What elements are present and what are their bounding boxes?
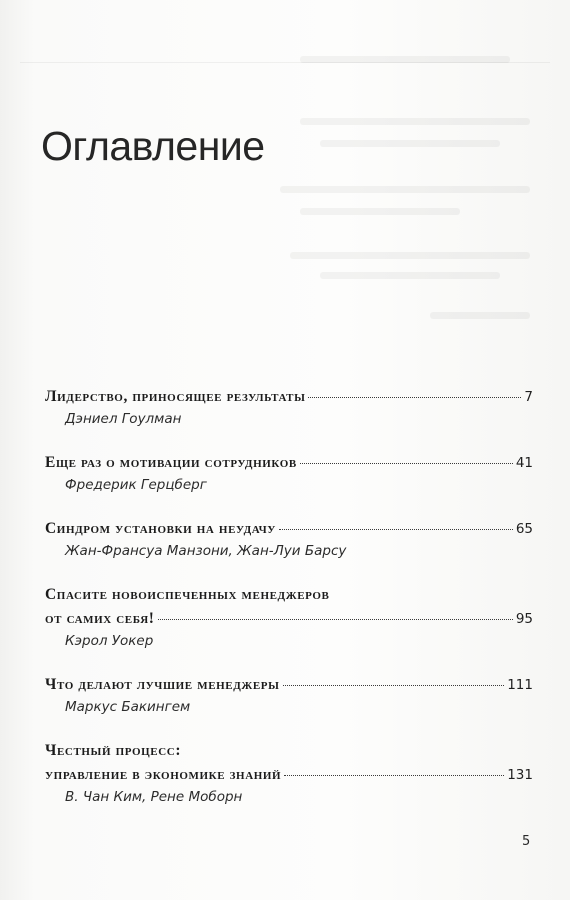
toc-entry-title-text: Синдром установки на неудачу	[45, 520, 276, 537]
toc-entry-page-number: 111	[507, 677, 533, 693]
dot-leader	[279, 528, 513, 530]
toc-entry-page-number: 65	[515, 521, 533, 537]
toc-entry-title	[45, 763, 533, 787]
toc-entry-page-number: 7	[524, 389, 533, 405]
toc-entry-title-text: Еще раз о мотивации сотрудников	[45, 454, 297, 471]
table-of-contents	[45, 385, 533, 829]
toc-entry-author: В. Чан Ким, Рене Моборн	[65, 789, 243, 805]
show-through-text	[320, 272, 500, 279]
toc-entry[interactable]	[45, 673, 533, 717]
toc-entry-title-text: от самих себя!	[45, 610, 155, 627]
toc-entry[interactable]	[45, 517, 533, 561]
toc-entry-page-number: 95	[515, 611, 533, 627]
toc-entry-title	[45, 607, 533, 631]
show-through-text	[280, 186, 530, 193]
dot-leader	[284, 774, 504, 776]
show-through-text	[430, 312, 530, 319]
toc-entry-title	[45, 385, 533, 409]
toc-entry-page-number: 131	[507, 767, 533, 783]
toc-entry-title-text: Что делают лучшие менеджеры	[45, 676, 280, 693]
show-through-text	[290, 252, 530, 259]
toc-entry-title	[45, 673, 533, 697]
dot-leader	[283, 684, 505, 686]
toc-entry-title	[45, 583, 533, 607]
toc-entry-author: Кэрол Уокер	[65, 633, 154, 649]
dot-leader	[308, 396, 521, 398]
show-through-text	[300, 208, 460, 215]
toc-entry[interactable]	[45, 739, 533, 807]
toc-entry-title-text: Честный процесс:	[45, 742, 182, 759]
show-through-text	[320, 140, 500, 147]
show-through-text	[300, 56, 510, 63]
toc-entry[interactable]	[45, 451, 533, 495]
toc-entry-page-number: 41	[515, 455, 533, 471]
toc-entry-title-text: Спасите новоиспеченных менеджеров	[45, 586, 330, 603]
page-number: 5	[522, 834, 531, 849]
toc-entry[interactable]	[45, 385, 533, 429]
page-title: Оглавление	[41, 123, 265, 169]
dot-leader	[158, 618, 513, 620]
toc-entry-author: Дэниел Гоулман	[65, 411, 182, 427]
toc-entry-title	[45, 739, 533, 763]
show-through-text	[300, 118, 530, 125]
toc-entry-author: Жан-Франсуа Манзони, Жан-Луи Барсу	[65, 543, 347, 559]
toc-entry-author: Маркус Бакингем	[65, 699, 191, 715]
toc-entry-title	[45, 517, 533, 541]
dot-leader	[300, 462, 513, 464]
toc-entry-title	[45, 451, 533, 475]
toc-entry[interactable]	[45, 583, 533, 651]
toc-entry-title-text: управление в экономике знаний	[45, 766, 282, 783]
toc-entry-author: Фредерик Герцберг	[65, 477, 207, 493]
toc-entry-title-text: Лидерство, приносящее результаты	[45, 388, 306, 405]
